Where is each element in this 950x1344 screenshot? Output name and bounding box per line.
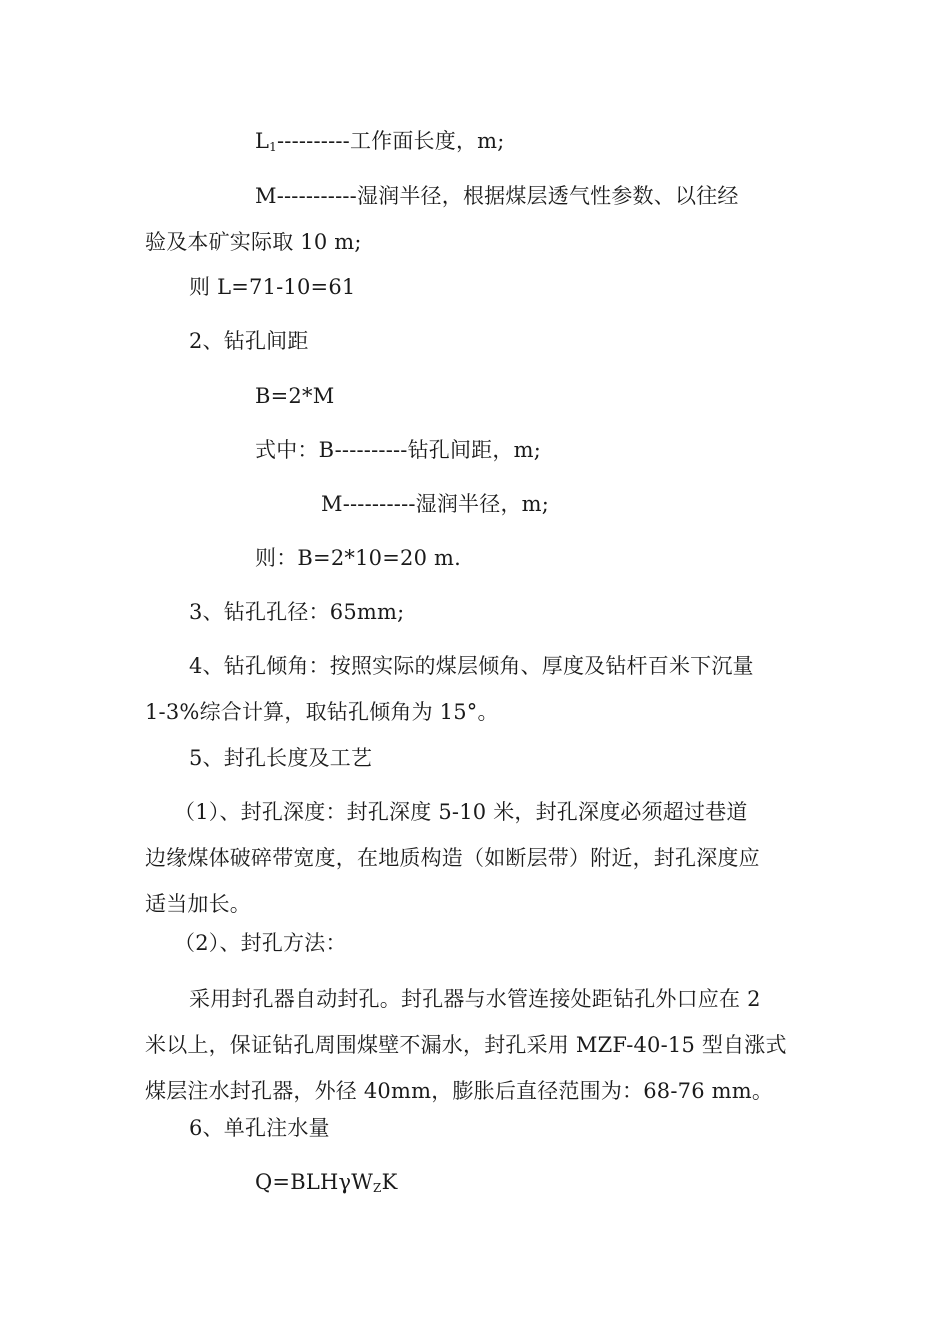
definition-l1	[255, 118, 505, 170]
para-1-line-1: （1）、封孔深度：封孔深度 5-10 米，封孔深度必须超过巷道	[174, 800, 748, 824]
where-m: M----------湿润半径，m;	[321, 492, 550, 516]
result-b: 则：B=2*10=20 m.	[255, 546, 461, 570]
result-l: 则 L=71-10=61	[189, 275, 356, 299]
heading-5: 5、封孔长度及工艺	[189, 746, 373, 770]
symbol-l: L	[255, 129, 270, 153]
formula-q	[255, 1159, 397, 1211]
para-1-line-3: 适当加长。	[145, 892, 251, 916]
subscript-1: 1	[269, 140, 277, 154]
para-3-line-3: 煤层注水封孔器，外径 40mm，膨胀后直径范围为：68-76 mm。	[145, 1079, 774, 1103]
heading-3: 3、钻孔孔径：65mm;	[189, 600, 405, 624]
heading-2: 2、钻孔间距	[189, 329, 309, 353]
heading-4-line-1: 4、钻孔倾角：按照实际的煤层倾角、厚度及钻杆百米下沉量	[189, 654, 754, 678]
definition-m-line-1: M-----------湿润半径，根据煤层透气性参数、以往经	[255, 184, 739, 208]
para-2: （2）、封孔方法：	[174, 931, 347, 955]
where-b: 式中：B----------钻孔间距，m;	[255, 438, 541, 462]
formula-q-suffix: K	[381, 1170, 398, 1194]
para-1-line-2: 边缘煤体破碎带宽度，在地质构造（如断层带）附近，封孔深度应	[145, 846, 760, 870]
para-3-line-2: 米以上，保证钻孔周围煤壁不漏水，封孔采用 MZF-40-15 型自涨式	[145, 1033, 787, 1057]
formula-q-subscript: Z	[373, 1181, 382, 1195]
formula-b: B=2*M	[255, 384, 335, 408]
heading-4-line-2: 1-3%综合计算，取钻孔倾角为 15°。	[145, 700, 499, 724]
para-3-line-1: 采用封孔器自动封孔。封孔器与水管连接处距钻孔外口应在 2	[189, 987, 761, 1011]
definition-m-line-2: 验及本矿实际取 10 m;	[145, 230, 362, 254]
heading-6: 6、单孔注水量	[189, 1116, 330, 1140]
formula-q-main: Q=BLHγW	[255, 1170, 374, 1194]
definition-l1-text: ----------工作面长度，m;	[277, 129, 505, 153]
